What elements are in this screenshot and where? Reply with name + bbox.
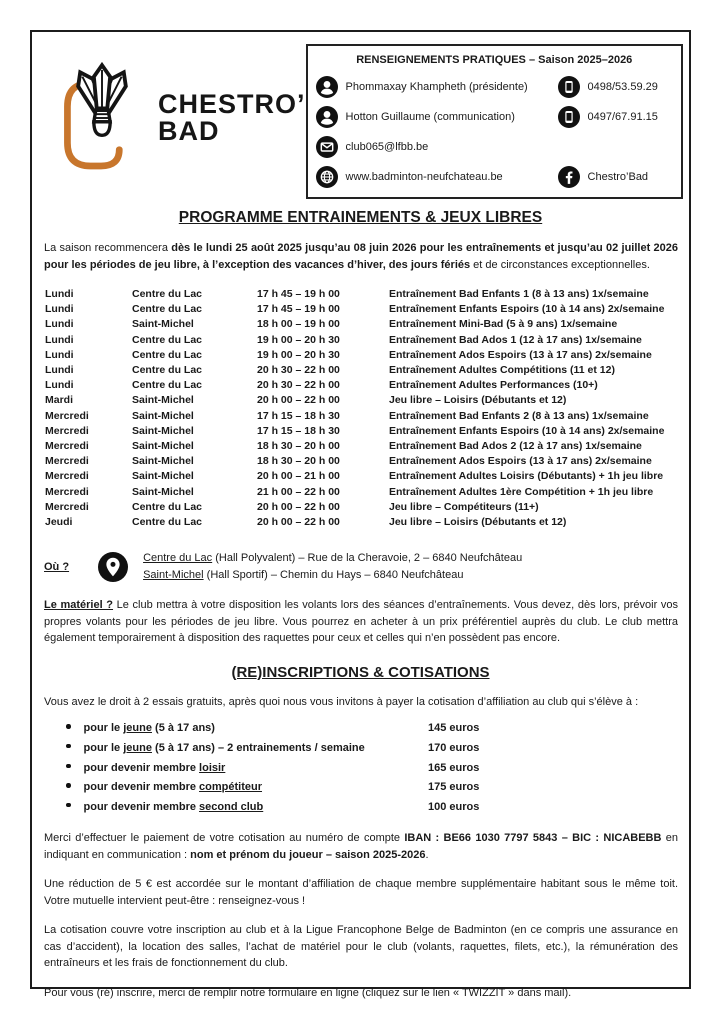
schedule-day: Jeudi (45, 516, 73, 529)
schedule-activity: Entraînement Adultes Compétitions (11 et 12) (389, 364, 615, 377)
schedule-day: Mercredi (45, 424, 89, 437)
schedule-activity: Entraînement Bad Ados 2 (12 à 17 ans) 1x/semaine (389, 440, 642, 453)
schedule-day: Mercredi (45, 440, 89, 453)
club-logo (54, 60, 306, 176)
schedule-row (45, 348, 689, 363)
fee-price: 175 euros (428, 781, 480, 794)
schedule-day: Mercredi (45, 500, 89, 513)
schedule-location: Centre du Lac (132, 333, 203, 346)
fees-list (66, 719, 678, 817)
fee-item (66, 778, 678, 798)
contact-title: RENSEIGNEMENTS PRATIQUES – Saison 2025–2026 (356, 54, 633, 66)
schedule-time: 17 h 45 – 19 h 00 (257, 303, 340, 316)
schedule-time: 19 h 00 – 20 h 30 (257, 333, 340, 346)
schedule-time: 18 h 30 – 20 h 00 (257, 455, 340, 468)
schedule-row (45, 333, 689, 348)
schedule-row (45, 317, 689, 332)
fee-label: pour le jeune (5 à 17 ans) (66, 719, 428, 739)
venue-address: (Hall Sportif) – Chemin du Hays – 6840 Neufchâteau (203, 569, 464, 582)
schedule-location: Centre du Lac (132, 288, 203, 300)
shuttlecock-logo-icon (54, 60, 150, 176)
schedule-location: Centre du Lac (132, 516, 203, 529)
schedule-day: Lundi (45, 379, 74, 392)
materiel-text: Le club mettra à votre disposition les volants lors des séances d’entraînements. Vous devez, dès lors, prévoir vos propres volants pour les périodes de jeu libre. Vous pourrez en acheter à un prix préférentiel auprès du club. Le club mettra également temporairement à disposition des raquettes pour ceux et celles qui n’en possèdent pas encore. (44, 599, 679, 645)
flyer-page (30, 30, 691, 999)
schedule-location: Saint-Michel (132, 318, 194, 331)
schedule-row (45, 515, 689, 530)
venue-line (143, 567, 522, 584)
payment-communication: nom et prénom du joueur – saison 2025-2026 (190, 848, 426, 861)
schedule-time: 20 h 00 – 22 h 00 (257, 516, 340, 529)
where-label: Où ? (44, 561, 70, 574)
intro-bold: dès le lundi 25 août 2025 jusqu’au 08 juin 2026 pour les entraînements et jusqu’au 02 juillet 2026 pour les périodes de jeu libre, à l’exception des vacances d’hiver, des jours fériés (44, 242, 679, 271)
schedule-time: 20 h 00 – 21 h 00 (257, 470, 340, 483)
schedule-day: Lundi (45, 303, 74, 316)
venue-addresses (143, 550, 522, 584)
schedule-time: 17 h 15 – 18 h 30 (257, 424, 340, 437)
schedule-time: 20 h 30 – 22 h 00 (257, 364, 340, 377)
materiel-paragraph (44, 597, 678, 647)
fee-label: pour le jeune (5 à 17 ans) – 2 entrainements / semaine (66, 739, 428, 759)
payment-paragraph (44, 830, 678, 863)
schedule-activity: Entraînement Adultes Performances (10+) (389, 379, 598, 392)
payment-iban: IBAN : BE66 1030 7797 5843 – BIC : NICABEBB (404, 832, 662, 845)
schedule-time: 20 h 00 – 22 h 00 (257, 394, 340, 407)
schedule-row (45, 469, 689, 484)
schedule-row (45, 485, 689, 500)
facebook-icon (558, 166, 580, 188)
contact-box (306, 44, 683, 199)
fee-price: 100 euros (428, 800, 480, 813)
header (32, 32, 689, 194)
schedule-location: Saint-Michel (132, 455, 194, 468)
contact-phone-number: 0498/53.59.29 (587, 81, 658, 93)
schedule-location: Saint-Michel (132, 440, 194, 453)
fee-label: pour devenir membre compétiteur (66, 778, 428, 798)
fee-label: pour devenir membre loisir (66, 759, 428, 779)
schedule-day: Lundi (45, 333, 74, 346)
contact-facebook-name: Chestro’Bad (587, 171, 649, 183)
where-section (44, 550, 678, 584)
inscriptions-title: (RE)INSCRIPTIONS & COTISATIONS (231, 663, 490, 681)
schedule-day: Lundi (45, 288, 74, 300)
coverage-paragraph: La cotisation couvre votre inscription au club et à la Ligue Francophone Belge de Badminton (en ce compris une assurance en cas d’accident), la location des salles, l’achat de matériel pour le club (volants, raquettes, filets, etc.), la rémunération des entraîneurs et les frais de fonctionnement du club. (44, 924, 678, 970)
schedule-time: 18 h 00 – 19 h 00 (257, 318, 340, 331)
reduction-paragraph: Une réduction de 5 € est accordée sur le montant d’affiliation de chaque membre supplémentaire habitant sous le même toit. Votre mutuelle intervient peut-être : renseignez-vous ! (44, 878, 678, 907)
schedule-location: Saint-Michel (132, 485, 194, 498)
schedule-row (45, 454, 689, 469)
schedule-location: Centre du Lac (132, 364, 203, 377)
fee-label: pour devenir membre second club (66, 798, 428, 818)
schedule-activity: Entraînement Mini-Bad (5 à 9 ans) 1x/semaine (389, 318, 618, 331)
schedule-time: 18 h 30 – 20 h 00 (257, 440, 340, 453)
schedule-activity: Entraînement Enfants Espoirs (10 à 14 ans) 2x/semaine (389, 303, 665, 316)
schedule-location: Saint-Michel (132, 470, 194, 483)
materiel-label: Le matériel ? (44, 599, 114, 612)
mail-icon (316, 136, 338, 158)
schedule-row (45, 424, 689, 439)
fee-item (66, 739, 678, 759)
intro-paragraph (44, 240, 678, 273)
contact-website: www.badminton-neufchateau.be (345, 171, 503, 183)
intro-pre: La saison recommencera (44, 242, 172, 254)
venue-line (143, 550, 522, 567)
schedule-activity: Entraînement Adultes 1ère Compétition + 1h jeu libre (389, 485, 654, 498)
schedule-location: Saint-Michel (132, 394, 194, 407)
schedule-day: Lundi (45, 318, 74, 331)
contact-row (316, 162, 673, 192)
schedule-activity: Entraînement Enfants Espoirs (10 à 14 ans) 2x/semaine (389, 424, 665, 437)
schedule-time: 21 h 00 – 22 h 00 (257, 485, 340, 498)
payment-mid: en indiquant en communication : (44, 832, 679, 861)
schedule-row (45, 439, 689, 454)
person-icon (316, 76, 338, 98)
fee-item (66, 719, 678, 739)
fee-price: 145 euros (428, 722, 480, 735)
contact-person-name: Hotton Guillaume (communication) (345, 111, 515, 123)
schedule-row (45, 363, 689, 378)
globe-icon (316, 166, 338, 188)
schedule-time: 20 h 30 – 22 h 00 (257, 379, 340, 392)
schedule-row (45, 409, 689, 424)
schedule-day: Mardi (45, 394, 74, 407)
schedule-row (45, 500, 689, 515)
schedule-day: Mercredi (45, 470, 89, 483)
schedule-day: Lundi (45, 364, 74, 377)
fees-intro: Vous avez le droit à 2 essais gratuits, après quoi nous vous invitons à payer la cotisation d’affiliation au club qui s’élève à : (44, 695, 639, 708)
schedule-location: Centre du Lac (132, 500, 203, 513)
venue-name: Saint-Michel (143, 569, 204, 582)
schedule-location: Centre du Lac (132, 303, 203, 316)
signup-paragraph: Pour vous (ré) inscrire, merci de remplir notre formulaire en ligne (cliquez sur le lien « TWIZZIT » dans mail). (44, 986, 572, 999)
location-pin-icon (98, 552, 128, 582)
schedule-location: Centre du Lac (132, 379, 203, 392)
club-name-line2: BAD (158, 116, 220, 146)
schedule-activity: Entraînement Ados Espoirs (13 à 17 ans) 2x/semaine (389, 455, 652, 468)
schedule-day: Mercredi (45, 409, 89, 422)
schedule-time: 17 h 45 – 19 h 00 (257, 288, 340, 300)
page-title: PROGRAMME ENTRAINEMENTS & JEUX LIBRES (178, 209, 543, 226)
fee-price: 170 euros (428, 741, 480, 754)
club-name-line1: CHESTRO’ (158, 89, 306, 119)
intro-post: et de circonstances exceptionnelles. (470, 258, 650, 271)
schedule-day: Lundi (45, 348, 74, 361)
schedule-activity: Entraînement Bad Ados 1 (12 à 17 ans) 1x/semaine (389, 333, 642, 346)
schedule-activity: Entraînement Bad Enfants 1 (8 à 13 ans) 1x/semaine (389, 288, 649, 300)
schedule-activity: Jeu libre – Compétiteurs (11+) (389, 500, 539, 513)
schedule-location: Saint-Michel (132, 409, 194, 422)
contact-person-name: Phommaxay Khampheth (présidente) (345, 81, 528, 93)
schedule-row (45, 302, 689, 317)
payment-pre: Merci d’effectuer le paiement de votre cotisation au numéro de compte (44, 832, 405, 845)
contact-row (316, 102, 673, 132)
schedule-time: 19 h 00 – 20 h 30 (257, 348, 340, 361)
contact-row (316, 132, 673, 162)
club-name (158, 91, 306, 145)
schedule-time: 17 h 15 – 18 h 30 (257, 409, 340, 422)
contact-email: club065@lfbb.be (345, 141, 429, 153)
phone-icon (558, 76, 580, 98)
schedule-activity: Entraînement Ados Espoirs (13 à 17 ans) 2x/semaine (389, 348, 652, 361)
schedule-time: 20 h 00 – 22 h 00 (257, 500, 340, 513)
fee-item (66, 759, 678, 779)
fee-price: 165 euros (428, 761, 480, 774)
schedule-activity: Entraînement Bad Enfants 2 (8 à 13 ans) 1x/semaine (389, 409, 649, 422)
schedule-location: Saint-Michel (132, 424, 194, 437)
schedule-row (45, 393, 689, 408)
contact-row (316, 72, 673, 102)
fee-item (66, 798, 678, 818)
schedule-activity: Entraînement Adultes Loisirs (Débutants) + 1h jeu libre (389, 470, 664, 483)
venue-name: Centre du Lac (143, 552, 213, 565)
schedule-activity: Jeu libre – Loisirs (Débutants et 12) (389, 394, 567, 407)
schedule-row (45, 287, 689, 302)
venue-address: (Hall Polyvalent) – Rue de la Cheravoie, 2 – 6840 Neufchâteau (212, 552, 523, 565)
phone-icon (558, 106, 580, 128)
schedule-table (45, 287, 689, 530)
person-icon (316, 106, 338, 128)
schedule-row (45, 378, 689, 393)
contact-phone-number: 0497/67.91.15 (587, 111, 658, 123)
schedule-location: Centre du Lac (132, 348, 203, 361)
schedule-day: Mercredi (45, 455, 89, 468)
schedule-activity: Jeu libre – Loisirs (Débutants et 12) (389, 516, 567, 529)
payment-post: . (425, 848, 429, 861)
schedule-day: Mercredi (45, 485, 89, 498)
